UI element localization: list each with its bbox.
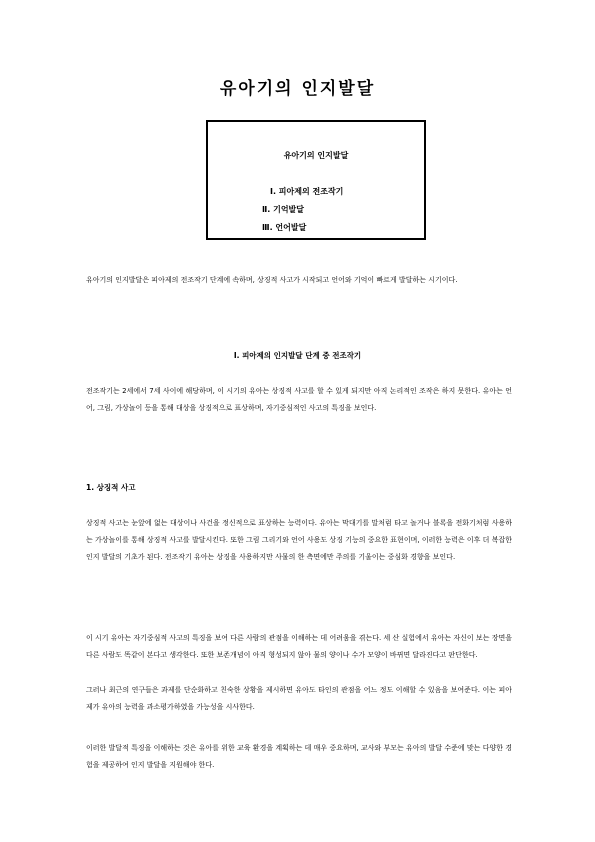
body-paragraph: 이러한 발달적 특징을 이해하는 것은 유아를 위한 교육 환경을 계획하는 데 매우 중요하며, 교사와 부모는 유아의 발달 수준에 맞는 다양한 경험을 제공하여 인지 발달을 지원해야 한다. <box>86 744 512 769</box>
toc-item: Ⅱ. 기억발달 <box>262 205 305 214</box>
toc-item: Ⅲ. 언어발달 <box>262 223 307 232</box>
section-paragraph: 전조작기는 2세에서 7세 사이에 해당하며, 이 시기의 유아는 상징적 사고를 할 수 있게 되지만 아직 논리적인 조작은 하지 못한다. 유아는 언어, 그림, 가상놀이 등을 통해 대상을 상징적으로 표상하며, 자기중심적인 사고의 특징을 보인다. <box>86 387 512 412</box>
toc-heading: 유아기의 인지발달 <box>283 151 349 160</box>
document-title: 유아기의 인지발달 <box>219 79 376 99</box>
intro-paragraph: 유아기의 인지발달은 피아제의 전조작기 단계에 속하며, 상징적 사고가 시작되고 언어와 기억이 빠르게 발달하는 시기이다. <box>86 276 458 284</box>
body-paragraph: 상징적 사고는 눈앞에 없는 대상이나 사건을 정신적으로 표상하는 능력이다. 유아는 막대기를 말처럼 타고 놀거나 블록을 전화기처럼 사용하는 가상놀이를 통해 상징적 사고를 발달시킨다. 또한 그림 그리기와 언어 사용도 상징 기능의 중요한 표현이며, 이러한 능력은 이후 더 복잡한 인지 발달의 기초가 된다. 전조작기 유아는 상징을 사용하지만 사물의 한 측면에만 주의를 기울이는 중심화 경향을 보인다. <box>86 519 515 561</box>
body-paragraph: 이 시기 유아는 자기중심적 사고의 특징을 보여 다른 사람의 관점을 이해하는 데 어려움을 겪는다. 세 산 실험에서 유아는 자신이 보는 장면을 다른 사람도 똑같이 본다고 생각한다. 또한 보존개념이 아직 형성되지 않아 물의 양이나 수가 모양이 바뀌면 달라진다고 판단한다. <box>86 634 515 659</box>
toc-item: Ⅰ. 피아제의 전조작기 <box>270 187 344 196</box>
subsection-heading: 1. 상징적 사고 <box>86 483 136 492</box>
body-paragraph: 그러나 최근의 연구들은 과제를 단순화하고 친숙한 상황을 제시하면 유아도 타인의 관점을 어느 정도 이해할 수 있음을 보여준다. 이는 피아제가 유아의 능력을 과소평가하였을 가능성을 시사한다. <box>86 686 512 711</box>
section-heading: Ⅰ. 피아제의 인지발달 단계 중 전조작기 <box>233 351 362 360</box>
table-of-contents <box>206 120 426 240</box>
